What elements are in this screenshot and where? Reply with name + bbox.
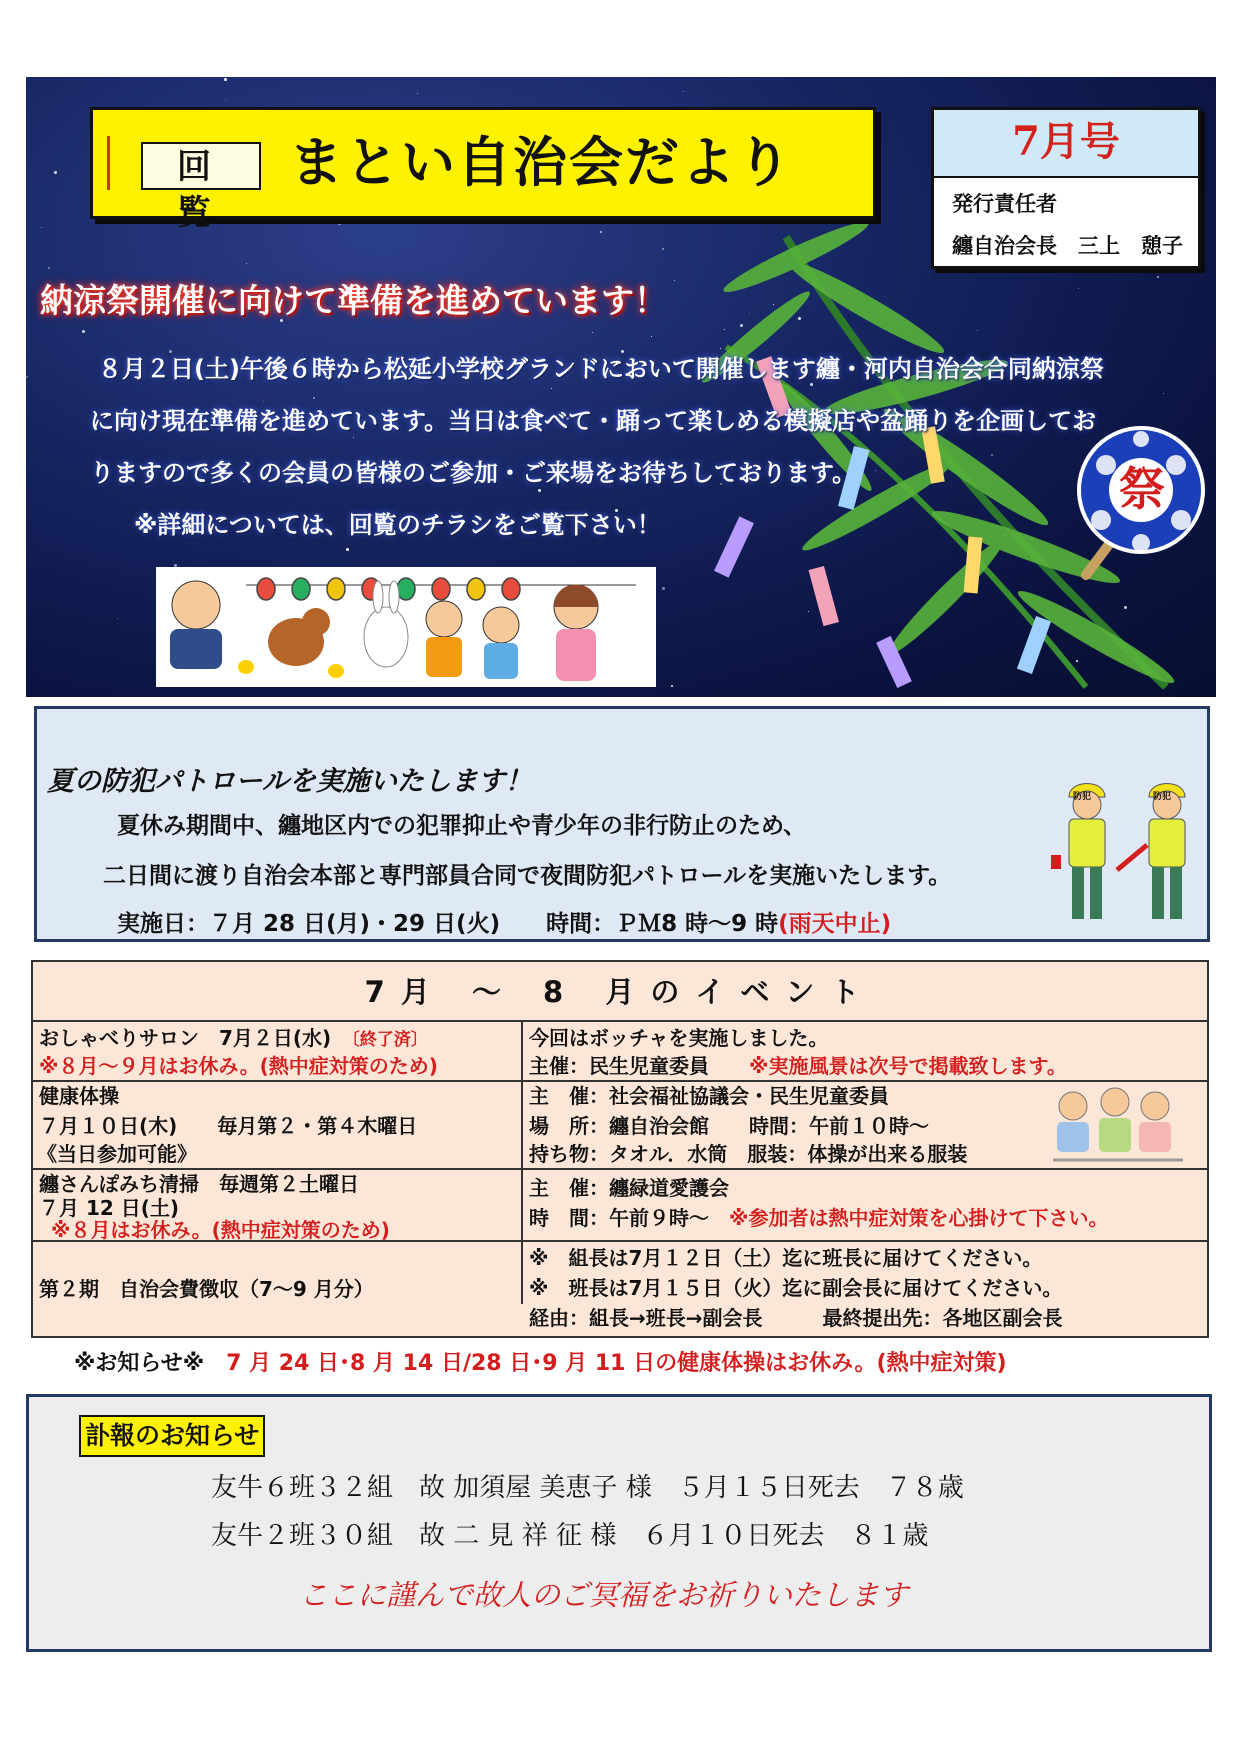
patrol-rain-note: (雨天中止) xyxy=(778,911,892,937)
event-exercise-note: 《当日参加可能》 xyxy=(37,1142,197,1166)
event-salon-note: ※８月～９月はお休み。(熱中症対策のため) xyxy=(39,1054,438,1078)
event-fee-title: 第２期 自治会費徴収（7～9 月分） xyxy=(39,1277,374,1301)
notice-label: ※お知らせ※ xyxy=(74,1351,205,1376)
patrol-text-line-1: 夏休み期間中、纏地区内での犯罪抑止や青少年の非行防止のため、 xyxy=(117,813,807,839)
patrol-text-line-2: 二日間に渡り自治会本部と専門部員合同で夜間防犯パトロールを実施いたします。 xyxy=(103,863,952,889)
title-box xyxy=(90,107,876,233)
event-cell-left xyxy=(33,1170,523,1240)
star xyxy=(82,330,85,333)
star xyxy=(683,91,684,92)
exercise-seniors-illustration xyxy=(1043,1076,1193,1172)
obituary-section xyxy=(26,1394,1212,1652)
event-salon-line xyxy=(39,1024,428,1054)
star xyxy=(313,397,315,399)
star xyxy=(551,388,552,389)
star xyxy=(662,587,665,590)
table-row xyxy=(33,1170,1207,1242)
festival-text-line-3: りますので多くの会員の皆様のご参加・ご来場をお待ちしております。 xyxy=(90,459,857,487)
star xyxy=(651,336,652,337)
issue-number: 7月号 xyxy=(934,110,1198,178)
event-fee-line-1: ※ 組長は7月１２日（土）迄に班長に届けてください。 xyxy=(529,1246,1043,1270)
star xyxy=(48,267,50,269)
circulation-tag: 回 覧 xyxy=(141,142,261,190)
table-row xyxy=(33,1242,1207,1336)
event-cell-right xyxy=(523,1022,1207,1080)
title-accent-bar xyxy=(107,136,110,190)
patrol-schedule xyxy=(117,905,891,938)
obituary-title: 訃報のお知らせ xyxy=(79,1415,265,1457)
star xyxy=(41,227,42,228)
event-exercise-title: 健康体操 xyxy=(39,1084,119,1108)
star xyxy=(225,100,226,101)
event-salon-organizer-line xyxy=(529,1052,1067,1080)
star xyxy=(538,489,541,492)
event-cleanup-organizer: 主 催：纏緑道愛護会 xyxy=(529,1176,729,1200)
patrol-date-time: 実施日：７月 28 日(月)・29 日(火) 時間：ＰＭ8 時～9 時 xyxy=(117,911,779,937)
cap-label-right: 防犯 xyxy=(1153,792,1172,802)
newsletter-title: まとい自治会だより xyxy=(289,131,793,194)
event-exercise-date: ７月１０日(木) 毎月第２・第４木曜日 xyxy=(39,1114,418,1138)
notice-line xyxy=(74,1346,1007,1377)
event-exercise-place: 場 所：纏自治会館 時間：午前１０時～ xyxy=(529,1114,929,1138)
event-cleanup-title: 纏さんぽみち清掃 毎週第２土曜日 xyxy=(39,1172,359,1196)
notice-text: 7 月 24 日･8 月 14 日/28 日･9 月 11 日の健康体操はお休み。(熱中症対策) xyxy=(226,1351,1007,1376)
table-row xyxy=(33,1022,1207,1082)
event-cleanup-heat-note: ※参加者は熱中症対策を心掛けて下さい。 xyxy=(729,1206,1109,1230)
festival-characters-illustration xyxy=(156,567,656,687)
festival-text-line-1: ８月２日(土)午後６時から松延小学校グランドにおいて開催します纏・河内自治会合同納涼祭 xyxy=(98,355,1104,383)
event-fee-line-2: ※ 班長は7月１５日（火）迄に副会長に届けてください。 xyxy=(529,1276,1063,1300)
publisher-label: 発行責任者 xyxy=(952,192,1057,216)
festival-detail-note: ※詳細については、回覧のチラシをご覧下さい！ xyxy=(134,511,661,539)
star xyxy=(246,263,247,264)
obituary-entry-1: 友牛６班３２組 故 加須屋 美恵子 様 ５月１５日死去 ７８歳 xyxy=(211,1473,964,1503)
star xyxy=(26,376,28,378)
event-exercise-organizer: 主 催：社会福祉協議会・民生児童委員 xyxy=(529,1084,889,1108)
event-salon-date: おしゃべりサロン 7月２日(水) xyxy=(39,1026,352,1050)
event-cell-right xyxy=(523,1170,1207,1240)
star xyxy=(346,548,349,551)
event-salon-photo-note: ※実施風景は次号で掲載致します。 xyxy=(749,1054,1067,1078)
patrol-officers-illustration xyxy=(1047,775,1207,931)
star xyxy=(224,78,227,81)
completed-badge: 〔終了済〕 xyxy=(351,1030,428,1050)
event-cell-left xyxy=(33,1242,523,1304)
events-table xyxy=(31,960,1209,1338)
star xyxy=(600,231,602,233)
event-cleanup-date: ７月 12 日(土) xyxy=(39,1196,180,1220)
event-cell-right xyxy=(523,1082,1207,1168)
star xyxy=(662,248,664,250)
issue-box xyxy=(931,107,1201,269)
hero-banner xyxy=(26,77,1216,697)
table-row xyxy=(33,1082,1207,1170)
event-cleanup-time: 時 間：午前９時～ xyxy=(529,1206,729,1230)
star xyxy=(338,222,341,225)
patrol-title: 夏の防犯パトロールを実施いたします！ xyxy=(47,766,532,797)
event-cell-left xyxy=(33,1022,523,1080)
event-salon-organizer: 主催：民生児童委員 xyxy=(529,1054,749,1078)
star xyxy=(592,332,593,333)
event-exercise-items: 持ち物：タオル．水筒 服装：体操が出来る服装 xyxy=(529,1142,968,1166)
event-cleanup-note: ※８月はお休み。(熱中症対策のため) xyxy=(51,1218,390,1242)
festival-heading: 納涼祭開催に向けて準備を進めています！ xyxy=(40,281,667,320)
event-fee-line-3: 経由：組長→班長→副会長 最終提出先：各地区副会長 xyxy=(529,1306,1063,1330)
festival-text-line-2: に向け現在準備を進めています。当日は食べて・踊って楽しめる模擬店や盆踊りを企画してお xyxy=(90,407,1097,435)
fan-character: 祭 xyxy=(1119,462,1165,516)
star xyxy=(353,437,354,438)
star xyxy=(417,93,418,94)
obituary-closing: ここに謹んで故人のご冥福をお祈りいたします xyxy=(299,1578,909,1612)
event-cleanup-time-line xyxy=(529,1204,1108,1232)
cap-label-left: 防犯 xyxy=(1073,792,1092,802)
event-salon-detail: 今回はボッチャを実施しました。 xyxy=(529,1026,829,1050)
event-cell-left xyxy=(33,1082,523,1168)
obituary-entry-2: 友牛２班３０組 故 二 見 祥 征 様 ６月１０日死去 ８１歳 xyxy=(211,1521,929,1551)
publisher-name: 纏自治会長 三上 憩子 xyxy=(952,234,1183,258)
event-cell-right xyxy=(523,1242,1207,1336)
patrol-section xyxy=(34,706,1210,942)
star xyxy=(54,171,57,174)
events-title: 7月 ～ 8 月のイベント xyxy=(33,962,1207,1022)
star xyxy=(117,618,118,619)
